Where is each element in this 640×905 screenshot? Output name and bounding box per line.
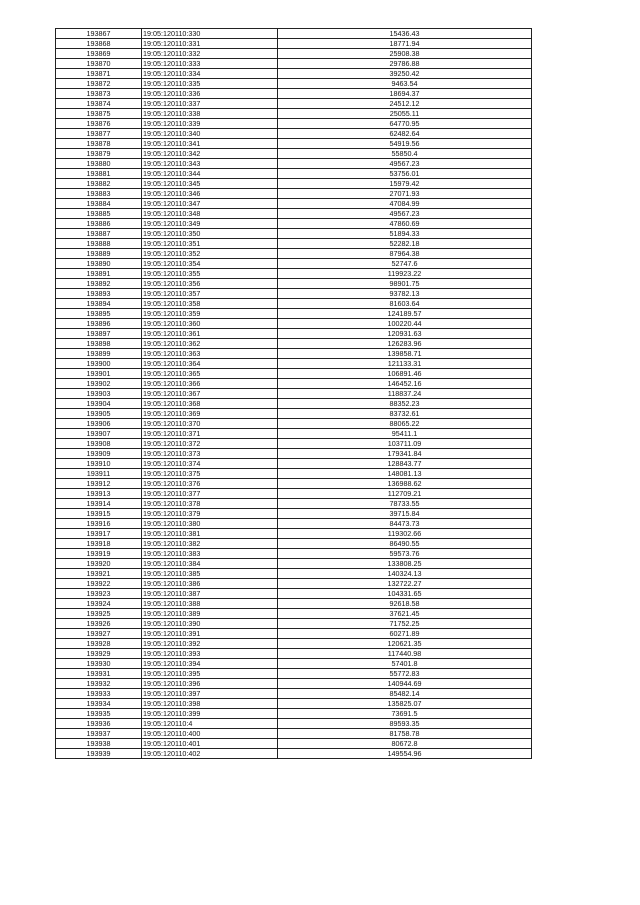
cell-value: 59573.76 xyxy=(278,549,532,559)
cell-timestamp: 19:05:120110:387 xyxy=(142,589,278,599)
table-row xyxy=(56,89,532,99)
table-row xyxy=(56,419,532,429)
table-row xyxy=(56,319,532,329)
table-row xyxy=(56,409,532,419)
table-row xyxy=(56,729,532,739)
cell-timestamp: 19:05:120110:336 xyxy=(142,89,278,99)
table-row xyxy=(56,219,532,229)
cell-timestamp: 19:05:120110:374 xyxy=(142,459,278,469)
cell-value: 104331.65 xyxy=(278,589,532,599)
table-row xyxy=(56,309,532,319)
cell-id: 193895 xyxy=(56,309,142,319)
cell-value: 15436.43 xyxy=(278,29,532,39)
cell-id: 193885 xyxy=(56,209,142,219)
cell-value: 148081.13 xyxy=(278,469,532,479)
table-row xyxy=(56,449,532,459)
cell-timestamp: 19:05:120110:385 xyxy=(142,569,278,579)
cell-id: 193912 xyxy=(56,479,142,489)
cell-value: 121133.31 xyxy=(278,359,532,369)
cell-id: 193921 xyxy=(56,569,142,579)
cell-value: 124189.57 xyxy=(278,309,532,319)
table-row xyxy=(56,369,532,379)
cell-id: 193905 xyxy=(56,409,142,419)
table-row xyxy=(56,459,532,469)
cell-value: 29786.88 xyxy=(278,59,532,69)
table-row xyxy=(56,339,532,349)
cell-value: 49567.23 xyxy=(278,159,532,169)
cell-value: 9463.54 xyxy=(278,79,532,89)
cell-timestamp: 19:05:120110:350 xyxy=(142,229,278,239)
cell-id: 193926 xyxy=(56,619,142,629)
cell-id: 193871 xyxy=(56,69,142,79)
table-row xyxy=(56,429,532,439)
cell-timestamp: 19:05:120110:347 xyxy=(142,199,278,209)
cell-id: 193919 xyxy=(56,549,142,559)
table-row xyxy=(56,549,532,559)
cell-value: 60271.89 xyxy=(278,629,532,639)
table-row xyxy=(56,589,532,599)
cell-value: 88352.23 xyxy=(278,399,532,409)
cell-id: 193869 xyxy=(56,49,142,59)
cell-value: 54919.56 xyxy=(278,139,532,149)
cell-timestamp: 19:05:120110:364 xyxy=(142,359,278,369)
cell-id: 193931 xyxy=(56,669,142,679)
cell-timestamp: 19:05:120110:400 xyxy=(142,729,278,739)
cell-timestamp: 19:05:120110:372 xyxy=(142,439,278,449)
table-row xyxy=(56,49,532,59)
cell-timestamp: 19:05:120110:359 xyxy=(142,309,278,319)
cell-id: 193917 xyxy=(56,529,142,539)
cell-timestamp: 19:05:120110:395 xyxy=(142,669,278,679)
table-row xyxy=(56,699,532,709)
cell-timestamp: 19:05:120110:378 xyxy=(142,499,278,509)
table-row xyxy=(56,599,532,609)
table-row xyxy=(56,679,532,689)
cell-value: 120621.35 xyxy=(278,639,532,649)
cell-timestamp: 19:05:120110:349 xyxy=(142,219,278,229)
cell-timestamp: 19:05:120110:376 xyxy=(142,479,278,489)
cell-id: 193880 xyxy=(56,159,142,169)
table-row xyxy=(56,499,532,509)
cell-value: 128843.77 xyxy=(278,459,532,469)
table-row xyxy=(56,169,532,179)
cell-value: 87964.38 xyxy=(278,249,532,259)
cell-timestamp: 19:05:120110:346 xyxy=(142,189,278,199)
cell-value: 55850.4 xyxy=(278,149,532,159)
cell-id: 193886 xyxy=(56,219,142,229)
cell-id: 193922 xyxy=(56,579,142,589)
cell-timestamp: 19:05:120110:360 xyxy=(142,319,278,329)
cell-id: 193897 xyxy=(56,329,142,339)
cell-value: 139858.71 xyxy=(278,349,532,359)
cell-id: 193925 xyxy=(56,609,142,619)
cell-timestamp: 19:05:120110:338 xyxy=(142,109,278,119)
cell-id: 193933 xyxy=(56,689,142,699)
table-row xyxy=(56,509,532,519)
cell-timestamp: 19:05:120110:401 xyxy=(142,739,278,749)
cell-value: 37621.45 xyxy=(278,609,532,619)
cell-value: 106891.46 xyxy=(278,369,532,379)
cell-timestamp: 19:05:120110:373 xyxy=(142,449,278,459)
cell-value: 51894.33 xyxy=(278,229,532,239)
cell-timestamp: 19:05:120110:337 xyxy=(142,99,278,109)
table-row xyxy=(56,669,532,679)
cell-id: 193914 xyxy=(56,499,142,509)
cell-id: 193867 xyxy=(56,29,142,39)
cell-timestamp: 19:05:120110:383 xyxy=(142,549,278,559)
cell-timestamp: 19:05:120110:335 xyxy=(142,79,278,89)
cell-value: 78733.55 xyxy=(278,499,532,509)
cell-value: 100220.44 xyxy=(278,319,532,329)
cell-id: 193938 xyxy=(56,739,142,749)
table-row xyxy=(56,439,532,449)
cell-value: 62482.64 xyxy=(278,129,532,139)
cell-value: 55772.83 xyxy=(278,669,532,679)
cell-timestamp: 19:05:120110:391 xyxy=(142,629,278,639)
cell-value: 133808.25 xyxy=(278,559,532,569)
cell-value: 112709.21 xyxy=(278,489,532,499)
cell-timestamp: 19:05:120110:339 xyxy=(142,119,278,129)
cell-timestamp: 19:05:120110:393 xyxy=(142,649,278,659)
cell-id: 193928 xyxy=(56,639,142,649)
cell-value: 117440.98 xyxy=(278,649,532,659)
cell-id: 193903 xyxy=(56,389,142,399)
cell-id: 193913 xyxy=(56,489,142,499)
cell-id: 193910 xyxy=(56,459,142,469)
cell-timestamp: 19:05:120110:354 xyxy=(142,259,278,269)
table-row xyxy=(56,109,532,119)
cell-timestamp: 19:05:120110:352 xyxy=(142,249,278,259)
cell-id: 193876 xyxy=(56,119,142,129)
cell-value: 25055.11 xyxy=(278,109,532,119)
table-row xyxy=(56,569,532,579)
table-row xyxy=(56,289,532,299)
table-row xyxy=(56,239,532,249)
cell-value: 39250.42 xyxy=(278,69,532,79)
cell-id: 193882 xyxy=(56,179,142,189)
cell-value: 179341.84 xyxy=(278,449,532,459)
cell-id: 193923 xyxy=(56,589,142,599)
cell-timestamp: 19:05:120110:389 xyxy=(142,609,278,619)
cell-value: 92618.58 xyxy=(278,599,532,609)
cell-id: 193870 xyxy=(56,59,142,69)
cell-value: 80672.8 xyxy=(278,739,532,749)
cell-id: 193932 xyxy=(56,679,142,689)
cell-id: 193907 xyxy=(56,429,142,439)
table-row xyxy=(56,609,532,619)
cell-timestamp: 19:05:120110:366 xyxy=(142,379,278,389)
cell-id: 193883 xyxy=(56,189,142,199)
cell-timestamp: 19:05:120110:381 xyxy=(142,529,278,539)
cell-timestamp: 19:05:120110:356 xyxy=(142,279,278,289)
cell-timestamp: 19:05:120110:332 xyxy=(142,49,278,59)
cell-timestamp: 19:05:120110:394 xyxy=(142,659,278,669)
cell-value: 49567.23 xyxy=(278,209,532,219)
cell-timestamp: 19:05:120110:340 xyxy=(142,129,278,139)
cell-timestamp: 19:05:120110:398 xyxy=(142,699,278,709)
cell-value: 81603.64 xyxy=(278,299,532,309)
cell-value: 140944.69 xyxy=(278,679,532,689)
cell-timestamp: 19:05:120110:4 xyxy=(142,719,278,729)
table-row xyxy=(56,179,532,189)
cell-timestamp: 19:05:120110:382 xyxy=(142,539,278,549)
cell-value: 140324.13 xyxy=(278,569,532,579)
cell-id: 193888 xyxy=(56,239,142,249)
cell-value: 57401.8 xyxy=(278,659,532,669)
table-row xyxy=(56,199,532,209)
cell-value: 47084.99 xyxy=(278,199,532,209)
cell-id: 193899 xyxy=(56,349,142,359)
cell-id: 193896 xyxy=(56,319,142,329)
cell-timestamp: 19:05:120110:351 xyxy=(142,239,278,249)
cell-timestamp: 19:05:120110:331 xyxy=(142,39,278,49)
cell-value: 86490.55 xyxy=(278,539,532,549)
table-row xyxy=(56,249,532,259)
cell-id: 193892 xyxy=(56,279,142,289)
cell-id: 193924 xyxy=(56,599,142,609)
cell-id: 193877 xyxy=(56,129,142,139)
table-row xyxy=(56,359,532,369)
table-row xyxy=(56,329,532,339)
cell-value: 135825.07 xyxy=(278,699,532,709)
cell-id: 193927 xyxy=(56,629,142,639)
table-row xyxy=(56,399,532,409)
table-row xyxy=(56,279,532,289)
table-row xyxy=(56,39,532,49)
cell-id: 193939 xyxy=(56,749,142,759)
cell-id: 193936 xyxy=(56,719,142,729)
cell-value: 83732.61 xyxy=(278,409,532,419)
table-row xyxy=(56,649,532,659)
cell-id: 193929 xyxy=(56,649,142,659)
table-row xyxy=(56,29,532,39)
cell-id: 193868 xyxy=(56,39,142,49)
cell-id: 193906 xyxy=(56,419,142,429)
table-row xyxy=(56,129,532,139)
table-row xyxy=(56,529,532,539)
cell-id: 193889 xyxy=(56,249,142,259)
table-row xyxy=(56,489,532,499)
cell-value: 64770.95 xyxy=(278,119,532,129)
cell-id: 193875 xyxy=(56,109,142,119)
cell-timestamp: 19:05:120110:348 xyxy=(142,209,278,219)
cell-timestamp: 19:05:120110:344 xyxy=(142,169,278,179)
data-table xyxy=(55,28,532,759)
table-row xyxy=(56,149,532,159)
cell-timestamp: 19:05:120110:392 xyxy=(142,639,278,649)
cell-value: 39715.84 xyxy=(278,509,532,519)
cell-value: 52282.18 xyxy=(278,239,532,249)
cell-id: 193887 xyxy=(56,229,142,239)
cell-value: 119302.66 xyxy=(278,529,532,539)
cell-timestamp: 19:05:120110:367 xyxy=(142,389,278,399)
cell-id: 193930 xyxy=(56,659,142,669)
cell-timestamp: 19:05:120110:380 xyxy=(142,519,278,529)
cell-value: 93782.13 xyxy=(278,289,532,299)
cell-timestamp: 19:05:120110:334 xyxy=(142,69,278,79)
table-row xyxy=(56,139,532,149)
cell-id: 193934 xyxy=(56,699,142,709)
cell-value: 119923.22 xyxy=(278,269,532,279)
table-row xyxy=(56,639,532,649)
cell-id: 193920 xyxy=(56,559,142,569)
cell-timestamp: 19:05:120110:402 xyxy=(142,749,278,759)
cell-value: 126283.96 xyxy=(278,339,532,349)
table-row xyxy=(56,99,532,109)
cell-id: 193901 xyxy=(56,369,142,379)
cell-value: 73691.5 xyxy=(278,709,532,719)
cell-id: 193893 xyxy=(56,289,142,299)
cell-timestamp: 19:05:120110:370 xyxy=(142,419,278,429)
table-row xyxy=(56,69,532,79)
cell-timestamp: 19:05:120110:386 xyxy=(142,579,278,589)
cell-timestamp: 19:05:120110:388 xyxy=(142,599,278,609)
cell-value: 27071.93 xyxy=(278,189,532,199)
cell-timestamp: 19:05:120110:384 xyxy=(142,559,278,569)
table-row xyxy=(56,79,532,89)
table-row xyxy=(56,379,532,389)
cell-id: 193935 xyxy=(56,709,142,719)
cell-timestamp: 19:05:120110:390 xyxy=(142,619,278,629)
table-row xyxy=(56,229,532,239)
cell-value: 88065.22 xyxy=(278,419,532,429)
cell-id: 193890 xyxy=(56,259,142,269)
table-row xyxy=(56,299,532,309)
table-row xyxy=(56,719,532,729)
table-row xyxy=(56,539,532,549)
cell-value: 18694.37 xyxy=(278,89,532,99)
cell-timestamp: 19:05:120110:345 xyxy=(142,179,278,189)
table-row xyxy=(56,259,532,269)
cell-value: 136988.62 xyxy=(278,479,532,489)
cell-value: 120931.63 xyxy=(278,329,532,339)
table-row xyxy=(56,629,532,639)
table-row xyxy=(56,59,532,69)
table-row xyxy=(56,469,532,479)
cell-id: 193874 xyxy=(56,99,142,109)
cell-timestamp: 19:05:120110:399 xyxy=(142,709,278,719)
cell-timestamp: 19:05:120110:375 xyxy=(142,469,278,479)
cell-timestamp: 19:05:120110:379 xyxy=(142,509,278,519)
table-row xyxy=(56,749,532,759)
cell-value: 25908.38 xyxy=(278,49,532,59)
cell-timestamp: 19:05:120110:343 xyxy=(142,159,278,169)
cell-value: 24512.12 xyxy=(278,99,532,109)
cell-timestamp: 19:05:120110:365 xyxy=(142,369,278,379)
cell-id: 193898 xyxy=(56,339,142,349)
data-sheet xyxy=(55,28,531,759)
cell-id: 193909 xyxy=(56,449,142,459)
cell-value: 103711.09 xyxy=(278,439,532,449)
cell-id: 193873 xyxy=(56,89,142,99)
table-row xyxy=(56,389,532,399)
table-row xyxy=(56,619,532,629)
cell-value: 84473.73 xyxy=(278,519,532,529)
table-row xyxy=(56,189,532,199)
table-row xyxy=(56,559,532,569)
cell-value: 18771.94 xyxy=(278,39,532,49)
table-row xyxy=(56,739,532,749)
cell-value: 52747.6 xyxy=(278,259,532,269)
cell-id: 193908 xyxy=(56,439,142,449)
cell-timestamp: 19:05:120110:377 xyxy=(142,489,278,499)
table-row xyxy=(56,349,532,359)
cell-timestamp: 19:05:120110:371 xyxy=(142,429,278,439)
cell-timestamp: 19:05:120110:368 xyxy=(142,399,278,409)
cell-id: 193881 xyxy=(56,169,142,179)
cell-timestamp: 19:05:120110:358 xyxy=(142,299,278,309)
table-row xyxy=(56,209,532,219)
cell-value: 132722.27 xyxy=(278,579,532,589)
cell-timestamp: 19:05:120110:362 xyxy=(142,339,278,349)
cell-id: 193878 xyxy=(56,139,142,149)
table-row xyxy=(56,269,532,279)
cell-value: 47860.69 xyxy=(278,219,532,229)
cell-timestamp: 19:05:120110:355 xyxy=(142,269,278,279)
cell-value: 53756.01 xyxy=(278,169,532,179)
cell-value: 95411.1 xyxy=(278,429,532,439)
cell-timestamp: 19:05:120110:357 xyxy=(142,289,278,299)
cell-value: 118837.24 xyxy=(278,389,532,399)
cell-timestamp: 19:05:120110:342 xyxy=(142,149,278,159)
table-row xyxy=(56,579,532,589)
cell-id: 193884 xyxy=(56,199,142,209)
cell-value: 85482.14 xyxy=(278,689,532,699)
table-body xyxy=(56,29,532,759)
table-row xyxy=(56,659,532,669)
cell-id: 193872 xyxy=(56,79,142,89)
cell-timestamp: 19:05:120110:361 xyxy=(142,329,278,339)
table-row xyxy=(56,119,532,129)
cell-timestamp: 19:05:120110:369 xyxy=(142,409,278,419)
cell-id: 193894 xyxy=(56,299,142,309)
cell-id: 193904 xyxy=(56,399,142,409)
cell-timestamp: 19:05:120110:363 xyxy=(142,349,278,359)
cell-timestamp: 19:05:120110:333 xyxy=(142,59,278,69)
table-row xyxy=(56,709,532,719)
cell-id: 193937 xyxy=(56,729,142,739)
cell-value: 89593.35 xyxy=(278,719,532,729)
cell-id: 193911 xyxy=(56,469,142,479)
cell-id: 193902 xyxy=(56,379,142,389)
cell-value: 15979.42 xyxy=(278,179,532,189)
cell-value: 81758.78 xyxy=(278,729,532,739)
cell-id: 193916 xyxy=(56,519,142,529)
cell-id: 193891 xyxy=(56,269,142,279)
table-row xyxy=(56,519,532,529)
table-row xyxy=(56,479,532,489)
cell-value: 149554.96 xyxy=(278,749,532,759)
cell-id: 193918 xyxy=(56,539,142,549)
cell-id: 193879 xyxy=(56,149,142,159)
table-row xyxy=(56,159,532,169)
cell-value: 146452.16 xyxy=(278,379,532,389)
table-row xyxy=(56,689,532,699)
cell-timestamp: 19:05:120110:341 xyxy=(142,139,278,149)
cell-value: 98901.75 xyxy=(278,279,532,289)
cell-timestamp: 19:05:120110:396 xyxy=(142,679,278,689)
cell-id: 193915 xyxy=(56,509,142,519)
cell-timestamp: 19:05:120110:330 xyxy=(142,29,278,39)
cell-timestamp: 19:05:120110:397 xyxy=(142,689,278,699)
cell-id: 193900 xyxy=(56,359,142,369)
cell-value: 71752.25 xyxy=(278,619,532,629)
